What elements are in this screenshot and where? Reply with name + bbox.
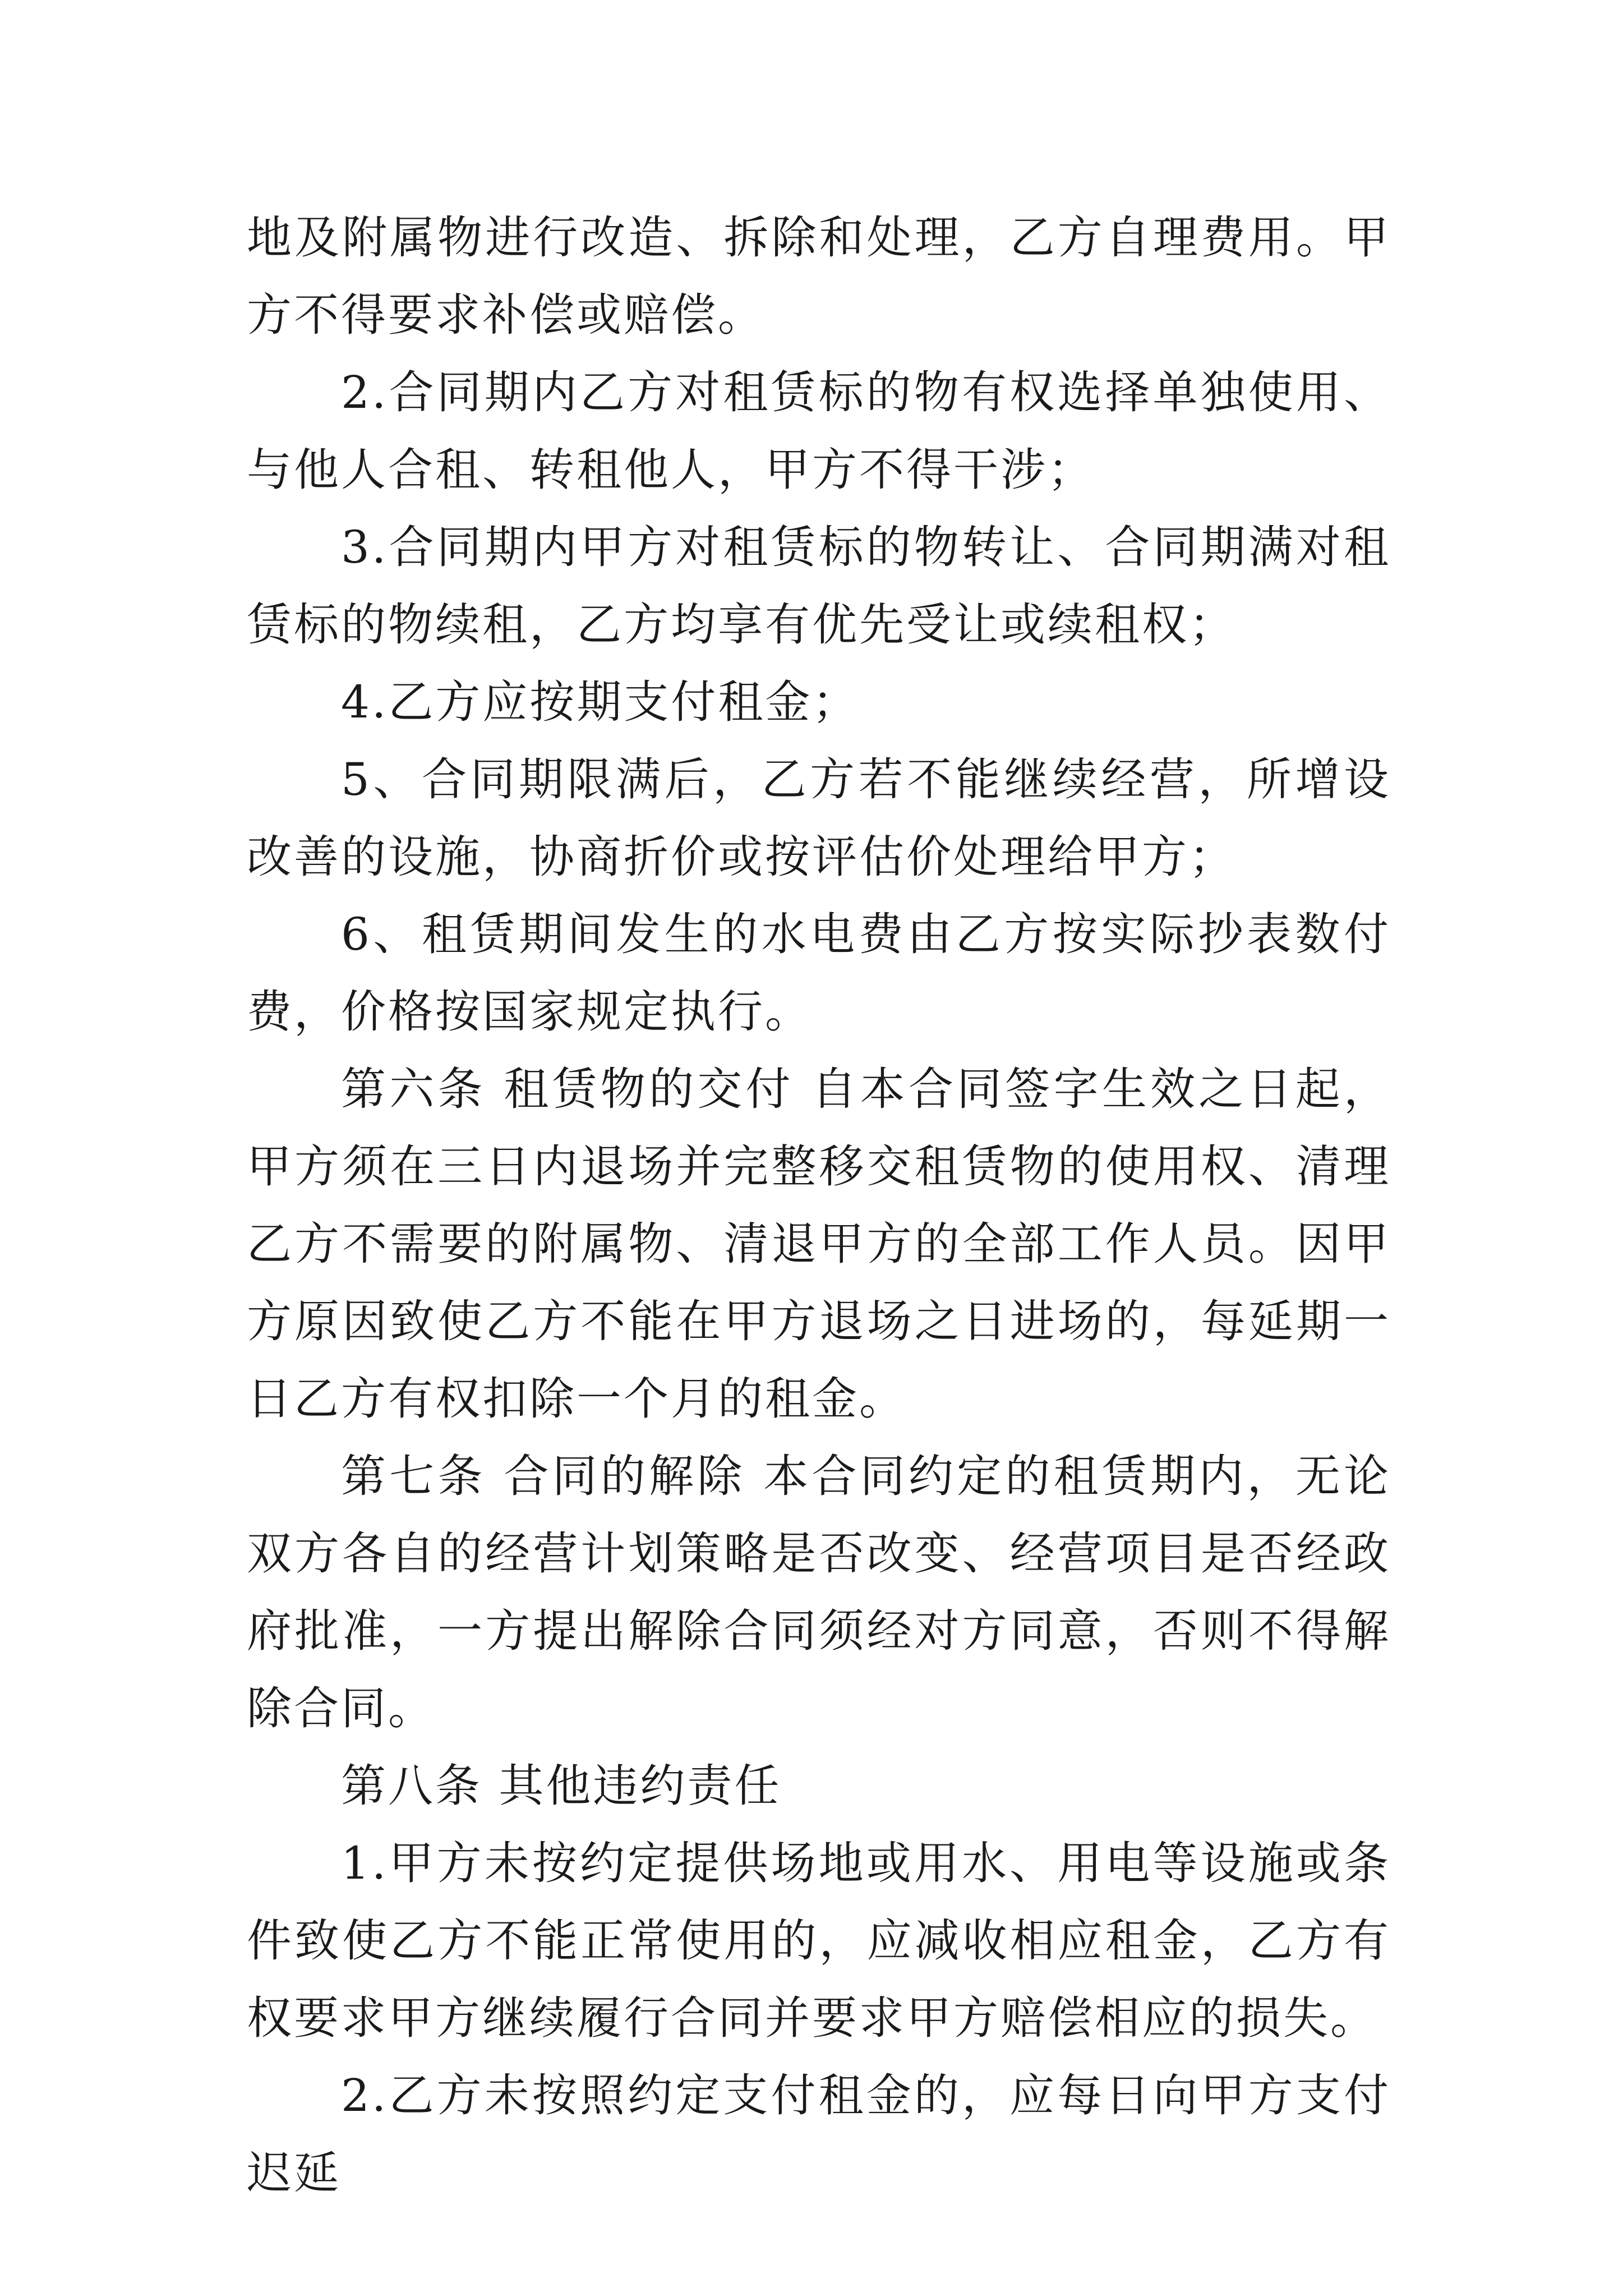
paragraph-article-8-clause-2: 2.乙方未按照约定支付租金的，应每日向甲方支付迟延: [247, 2069, 1391, 2199]
paragraph-article-8-clause-1: 1.甲方未按约定提供场地或用水、用电等设施或条件致使乙方不能正常使用的，应减收相应租金，乙方有权要求甲方继续履行合同并要求甲方赔偿相应的损失。: [247, 1837, 1391, 2044]
paragraph-continuation: 地及附属物进行改造、拆除和处理，乙方自理费用。甲方不得要求补偿或赔偿。: [247, 211, 1391, 341]
document-body: [247, 199, 1391, 2212]
paragraph-article-7: 第七条 合同的解除 本合同约定的租赁期内，无论双方各自的经营计划策略是否改变、经营项目是否经政府批准，一方提出解除合同须经对方同意，否则不得解除合同。: [247, 1450, 1391, 1734]
paragraph-clause-4: 4.乙方应按期支付租金；: [341, 676, 860, 728]
paragraph-clause-5: 5、合同期限满后，乙方若不能继续经营，所增设改善的设施，协商折价或按评估价处理给甲方；: [247, 753, 1391, 883]
paragraph-clause-2: 2.合同期内乙方对租赁标的物有权选择单独使用、与他人合租、转租他人，甲方不得干涉；: [247, 366, 1391, 496]
paragraph-article-6: 第六条 租赁物的交付 自本合同签字生效之日起，甲方须在三日内退场并完整移交租赁物的使用权、清理乙方不需要的附属物、清退甲方的全部工作人员。因甲方原因致使乙方不能在甲方退场之日进场的，每延期一日乙方有权扣除一个月的租金。: [247, 1063, 1391, 1425]
paragraph-clause-6: 6、租赁期间发生的水电费由乙方按实际抄表数付费，价格按国家规定执行。: [247, 908, 1391, 1038]
heading-article-8: 第八条 其他违约责任: [341, 1760, 782, 1812]
paragraph-clause-3: 3.合同期内甲方对租赁标的物转让、合同期满对租赁标的物续租，乙方均享有优先受让或续租权；: [247, 521, 1391, 651]
